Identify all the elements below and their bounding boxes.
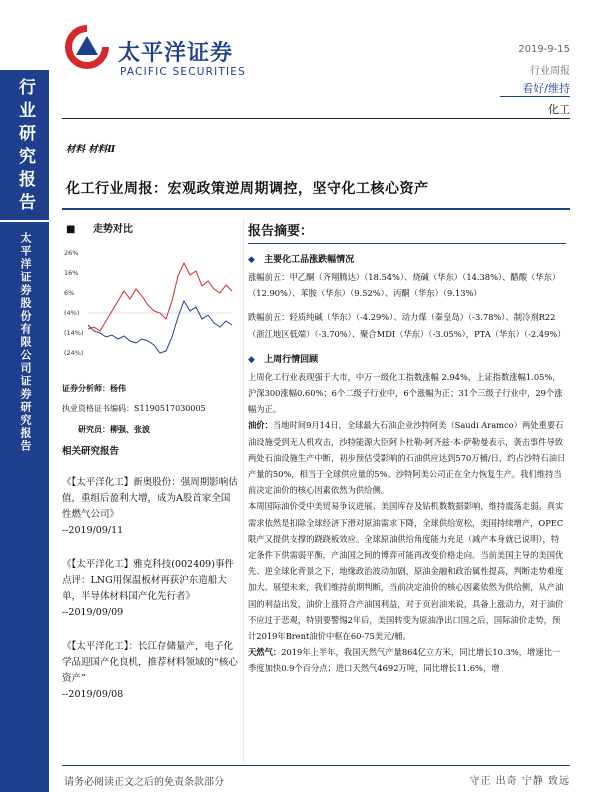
summary-heading: 报告摘要： xyxy=(248,224,314,239)
related-item-text[interactable]: 《【太平洋化工】：长江存储量产，电子化学品迎国产化良机，推荐材料领域的“核心资产” xyxy=(62,641,238,684)
gas-label: 天然气： xyxy=(248,647,282,658)
series-line-index xyxy=(88,301,232,353)
y-tick: 6% xyxy=(64,289,75,297)
related-item-text[interactable]: 《【太平洋化工】新奥股份：强周期影响估值，重组后盈利大增，成为A股首家全国性燃气公司》 xyxy=(62,477,238,520)
rating: 看好/维持 xyxy=(522,82,570,95)
cert-number: S1190517030005 xyxy=(134,404,206,413)
report-type: 行业周报 xyxy=(530,66,570,77)
side-banner-bottom-text: 太平洋证券股份有限公司证券研究报告 xyxy=(19,232,32,453)
analyst-line xyxy=(62,381,238,396)
title-rule xyxy=(62,208,570,210)
side-banner-bottom xyxy=(0,222,49,792)
side-banner-top-text: 行业研究报告 xyxy=(15,78,35,216)
related-item[interactable] xyxy=(62,475,238,539)
gas-text: 2019年上半年，我国天然气产量864亿立方米，同比增长10.3%，增速比一季度加快0.9个百分点；进口天然气4692万吨，同比增长11.6%，增 xyxy=(248,647,561,674)
related-item[interactable] xyxy=(62,557,238,621)
section1-gainers: 涨幅前五：甲乙酮（齐翔腾达）（18.54%）、烧碱（华东）（14.38%）、醋酸（华东）（12.90%）、苯胺（华东）（9.52%）、丙酮（华东）（9.13%） xyxy=(248,272,561,299)
market-review: 上周化工行业表现强于大市，中万一级化工指数涨幅 2.94%，上证指数涨幅1.05%，沪深300涨幅0.60%；6个二级子行业中，6个涨幅为正；31个三级子行业中，29个涨幅为正。 xyxy=(248,371,563,415)
trend-chart xyxy=(62,241,238,361)
y-tick: (24%) xyxy=(64,349,84,357)
analyst-label: 证券分析师： xyxy=(62,383,110,393)
researcher-line xyxy=(78,422,238,437)
section1-title: 主要化工品涨跌幅情况 xyxy=(264,255,355,265)
y-axis xyxy=(64,249,84,357)
oil-paragraph-2: 本周国际油价受中美贸易争议进展、美国库存及钻机数数据影响，维持震荡走弱。真实需求依然是扣除全球经济下滑对原油需求下降，全球供给宽松，美国持续增产，OPEC限产又提供支撑的跷跷板效应。全球原油供给角度能力充足（减产本身就已说明），特定条件下供需弱平衡，产油国之间的博弈可能再改变价格走向。当前美国主导的美国优先、逆全球化背景之下，地缘政治波动加剧，原油金融和政治属性提高，判断走势难度加大。展望未来，我们维持前期判断，当前决定油价的核心因素依然为供给侧，从产油国的利益出发，油价上涨符合产油国利益，对于页岩油来说，具备上涨动力，对于油价不应过于悲观，特别要警惕2年后，美国转变为原油净出口国之后，国际油价走势，预计2019年Brent油价中枢在60-75美元/桶。 xyxy=(248,501,564,642)
section2-title: 上周行情回顾 xyxy=(264,354,319,365)
header-divider xyxy=(500,96,570,97)
cert-line xyxy=(62,402,238,416)
series-line-industry xyxy=(88,263,232,331)
gas-paragraph xyxy=(248,644,566,676)
related-item-date: --2019/09/08 xyxy=(62,689,124,700)
oil-text: 当地时间9月14日，全球最大石油企业沙特阿美（Saudi Aramco）两处重要石油设施受到无人机攻击，沙特能源大臣阿卜杜勒-阿齐兹·本·萨勒曼表示，袭击事件导致两处石油设施生产中断，初步预估受影响的石油供应达到570万桶/日，约占沙特石油日产量的50%，相当于全球供应量的5%。沙特阿美公司正在全力恢复生产。我们维持当前决定油价的核心因素依然为供给侧。 xyxy=(248,420,566,496)
footer-motto: 守正 出奇 宁静 致远 xyxy=(469,776,570,787)
diamond-bullet-icon: ◆ xyxy=(248,255,255,265)
industry-tags: 材料 材料Ⅱ xyxy=(66,144,116,155)
left-column xyxy=(62,220,238,703)
section2-heading xyxy=(248,352,566,365)
related-item[interactable] xyxy=(62,639,238,703)
oil-paragraph xyxy=(248,417,566,498)
related-item-date: --2019/09/11 xyxy=(62,525,124,536)
trend-title: 走势对比 xyxy=(92,224,133,235)
y-tick: 26% xyxy=(64,249,79,257)
logo-cn: 太平洋证券 xyxy=(118,41,234,66)
related-item-date: --2019/09/09 xyxy=(62,607,124,618)
researcher-names: 柳强、张波 xyxy=(110,424,150,434)
oil-label: 油价： xyxy=(248,420,273,431)
logo-en: PACIFIC SECURITIES xyxy=(120,66,247,78)
sector: 化工 xyxy=(548,103,570,116)
footer-disclaimer: 请务必阅读正文之后的免责条款部分 xyxy=(64,777,224,788)
column-divider xyxy=(243,218,244,763)
logo-icon xyxy=(62,22,112,72)
square-bullet-icon: ■ xyxy=(66,224,76,235)
side-banner-top xyxy=(0,70,49,220)
section1-losers: 跌幅前五：轻质纯碱（华东）（-4.29%）、动力煤（秦皇岛）（-3.78%）、制冷剂R22（浙江地区低端）（-3.70%）、聚合MDI（华东）（-3.05%），PTA（华东）（-2.49%） xyxy=(248,312,566,339)
report-date: 2019-9-15 xyxy=(518,44,570,55)
related-heading: 相关研究报告 xyxy=(62,446,120,457)
right-column xyxy=(248,220,566,677)
related-item-text[interactable]: 《【太平洋化工】雅克科技(002409)事件点评：LNG用保温板材再获沪东造船大单，半导体材料国产化先行者》 xyxy=(62,559,234,602)
summary-rule xyxy=(248,243,566,244)
header-rule xyxy=(62,118,570,119)
related-list xyxy=(62,475,238,703)
y-tick: 16% xyxy=(64,269,79,277)
researcher-label: 研究员： xyxy=(78,424,110,434)
y-tick: (14%) xyxy=(64,329,84,337)
report-title: 化工行业周报：宏观政策逆周期调控，坚守化工核心资产 xyxy=(66,181,429,197)
footer-rule xyxy=(62,765,570,766)
trend-heading xyxy=(66,220,238,235)
diamond-bullet-icon: ◆ xyxy=(248,354,255,365)
cert-label: 执业资格证书编码： xyxy=(62,404,134,413)
analyst-name: 杨伟 xyxy=(110,383,126,393)
section1-heading xyxy=(248,252,566,265)
y-tick: (4%) xyxy=(64,309,80,317)
